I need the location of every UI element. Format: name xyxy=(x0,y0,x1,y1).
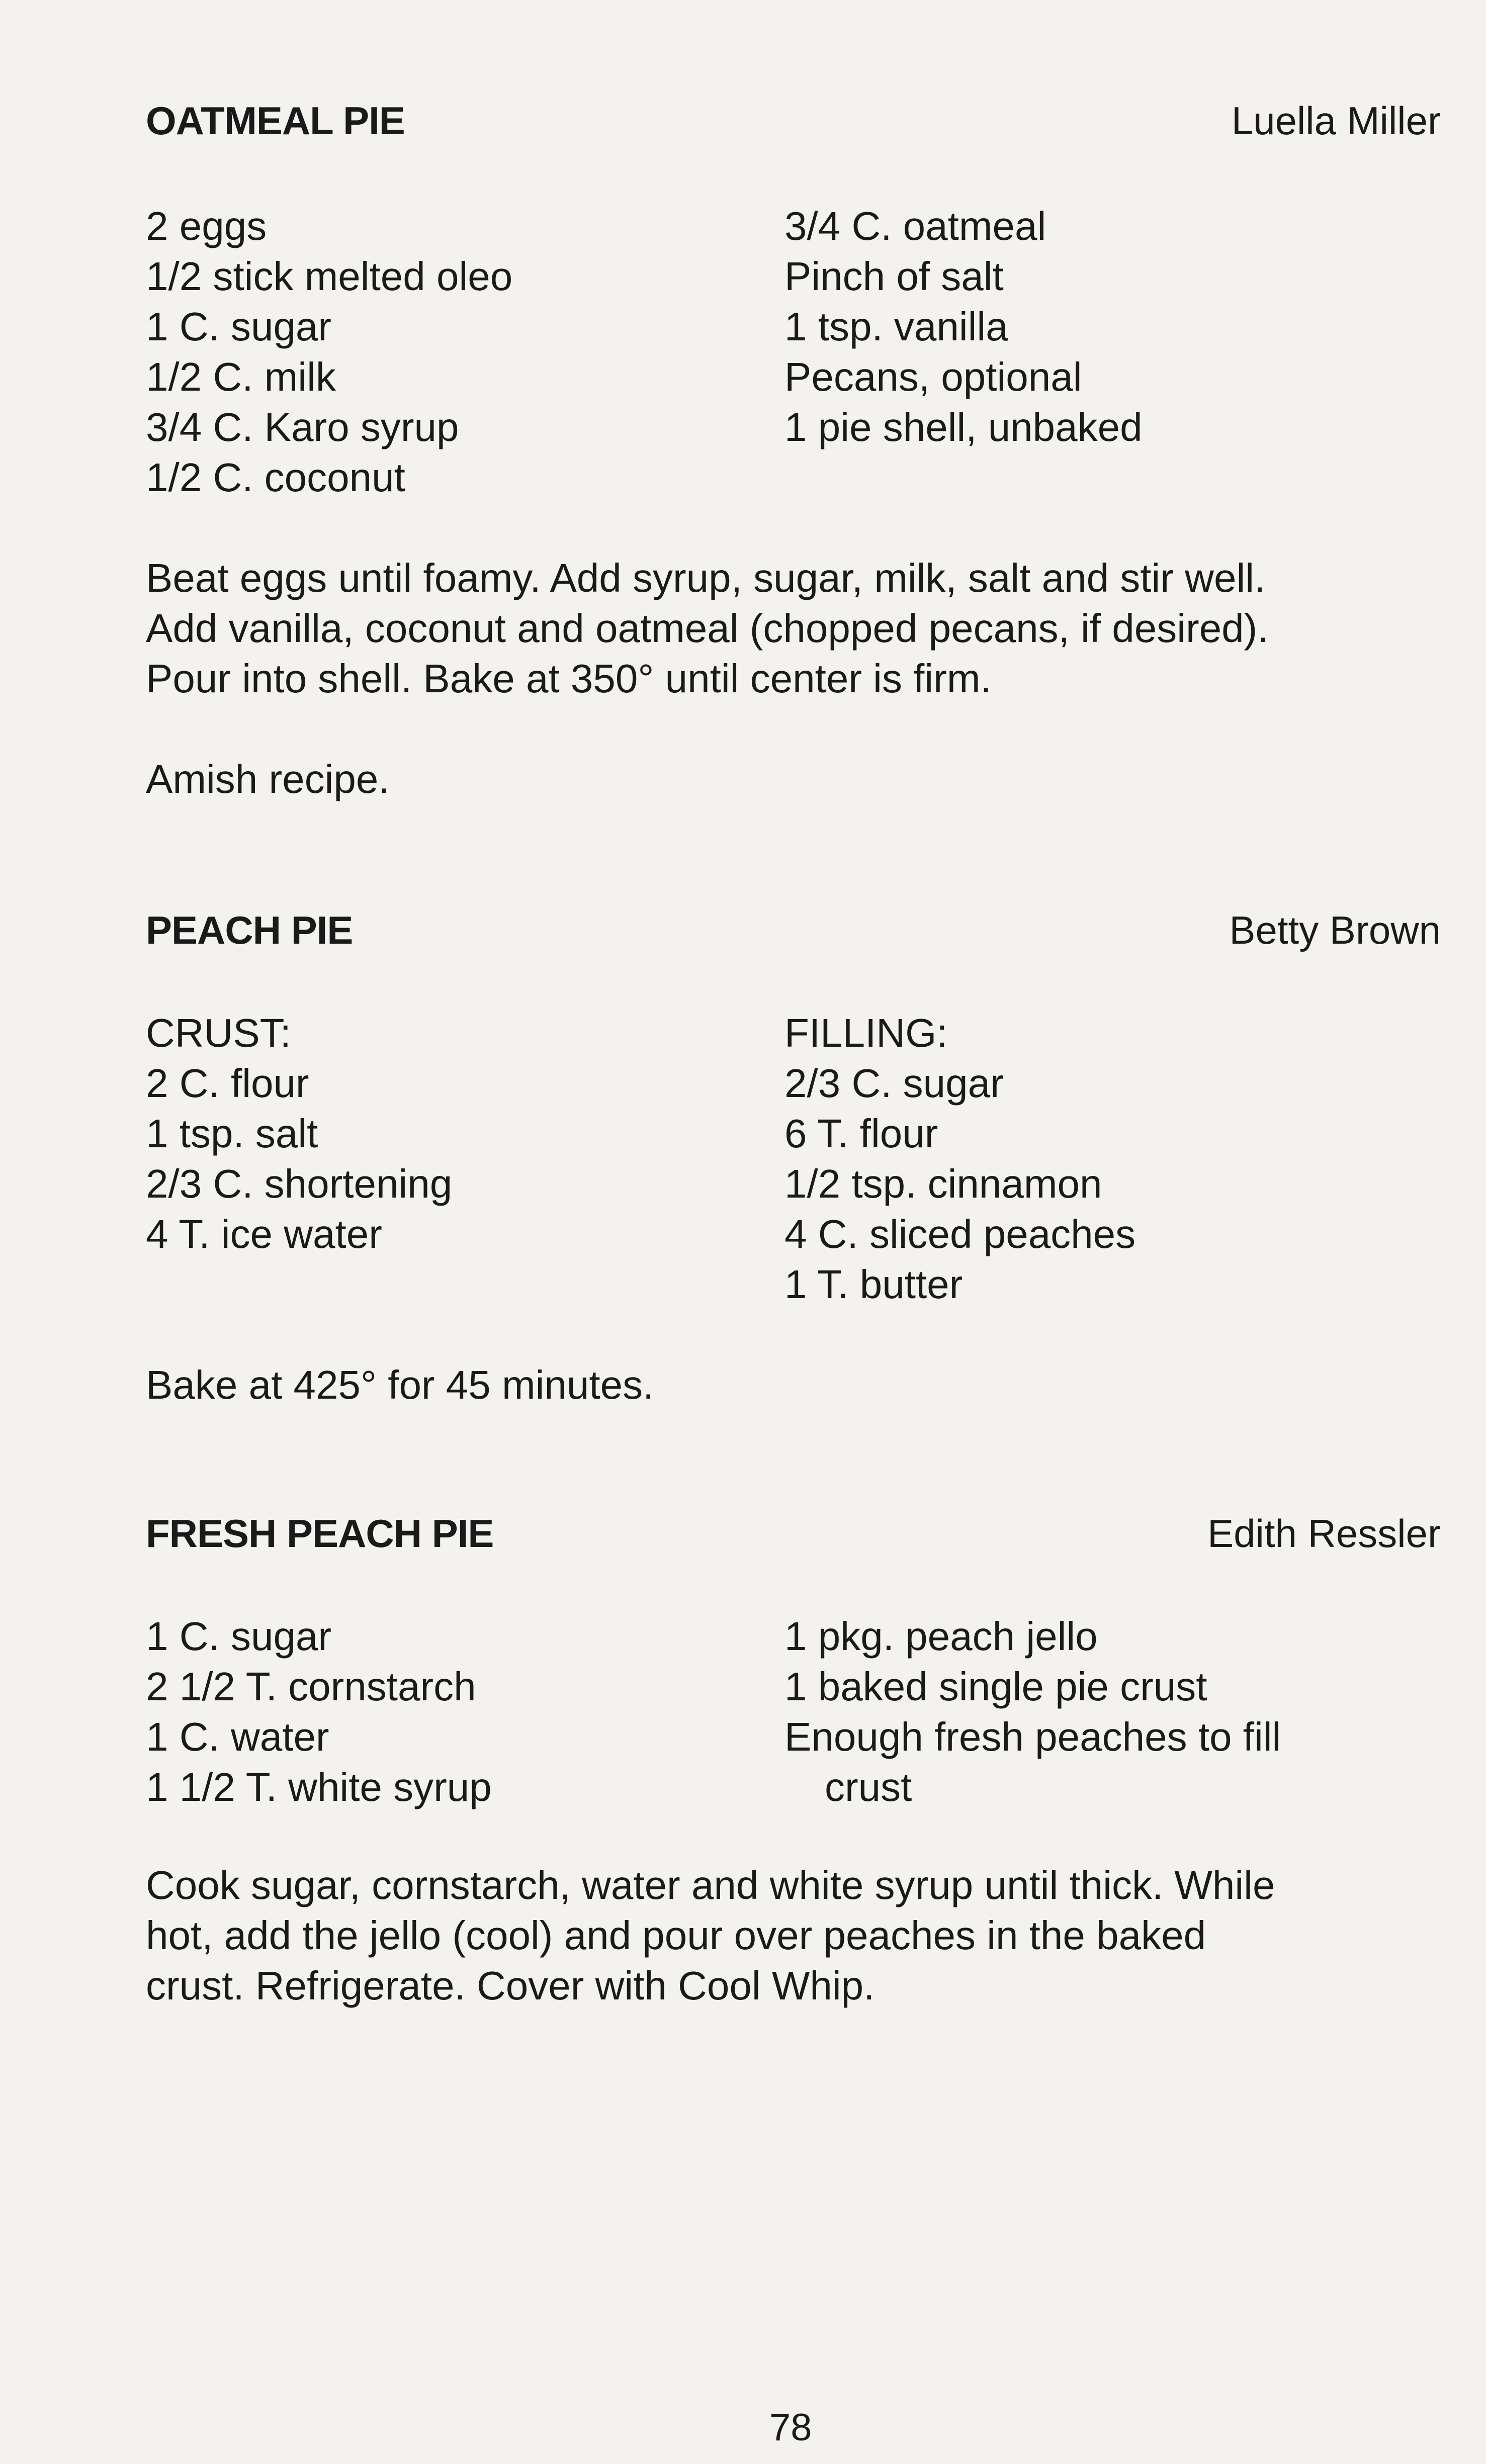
direction-line: Cook sugar, cornstarch, water and white syrup until thick. While xyxy=(146,1863,1275,1907)
ingredient-line: 1/2 C. milk xyxy=(146,354,336,399)
ingredient-line: 6 T. flour xyxy=(784,1111,938,1156)
ingredient-line: 1 baked single pie crust xyxy=(784,1664,1207,1709)
recipe-title-oatmeal-pie: OATMEAL PIE xyxy=(146,99,405,143)
ingredients-right-oatmeal-pie xyxy=(784,201,1143,452)
recipe-title-peach-pie: PEACH PIE xyxy=(146,908,353,952)
ingredient-line: 1 pkg. peach jello xyxy=(784,1614,1098,1659)
recipe-author-oatmeal-pie: Luella Miller xyxy=(1231,99,1441,143)
directions-peach-pie: Bake at 425° for 45 minutes. xyxy=(146,1362,654,1407)
ingredient-line: 3/4 C. Karo syrup xyxy=(146,405,459,449)
recipe-author-fresh-peach-pie: Edith Ressler xyxy=(1207,1511,1441,1556)
direction-line: Add vanilla, coconut and oatmeal (chopped pecans, if desired). xyxy=(146,606,1269,651)
recipe-note-oatmeal-pie: Amish recipe. xyxy=(146,757,390,801)
ingredient-line: 1 C. sugar xyxy=(146,1614,332,1659)
ingredient-line: 2/3 C. sugar xyxy=(784,1061,1004,1106)
ingredients-left-peach-pie xyxy=(146,1008,452,1259)
ingredients-left-fresh-peach-pie xyxy=(146,1611,492,1812)
ingredient-line: 2/3 C. shortening xyxy=(146,1161,453,1206)
ingredient-line: 1/2 stick melted oleo xyxy=(146,254,513,299)
ingredient-line: Enough fresh peaches to fill xyxy=(784,1714,1281,1759)
ingredient-line: 1 C. sugar xyxy=(146,304,332,349)
ingredient-line: CRUST: xyxy=(146,1011,291,1055)
ingredients-left-oatmeal-pie xyxy=(146,201,512,503)
directions-fresh-peach-pie xyxy=(146,1860,1275,2011)
ingredient-line: FILLING: xyxy=(784,1011,948,1055)
direction-line: hot, add the jello (cool) and pour over peaches in the baked xyxy=(146,1913,1206,1958)
ingredient-line: crust xyxy=(825,1765,912,1809)
ingredient-line: Pinch of salt xyxy=(784,254,1004,299)
ingredient-line: 1/2 C. coconut xyxy=(146,455,405,500)
ingredient-line: 1 tsp. vanilla xyxy=(784,304,1008,349)
ingredient-line: 1 pie shell, unbaked xyxy=(784,405,1143,449)
ingredient-line: 1/2 tsp. cinnamon xyxy=(784,1161,1102,1206)
ingredient-line: 1 1/2 T. white syrup xyxy=(146,1765,492,1809)
directions-oatmeal-pie xyxy=(146,553,1269,704)
direction-line: crust. Refrigerate. Cover with Cool Whip. xyxy=(146,1963,875,2008)
ingredient-line: 1 T. butter xyxy=(784,1262,963,1307)
ingredient-line: Pecans, optional xyxy=(784,354,1082,399)
ingredients-right-fresh-peach-pie xyxy=(784,1611,1281,1812)
ingredient-line: 2 eggs xyxy=(146,204,267,248)
ingredient-line: 1 tsp. salt xyxy=(146,1111,318,1156)
direction-line: Pour into shell. Bake at 350° until center is firm. xyxy=(146,656,992,701)
ingredient-line: 2 C. flour xyxy=(146,1061,309,1106)
ingredient-line: 1 C. water xyxy=(146,1714,329,1759)
recipe-title-fresh-peach-pie: FRESH PEACH PIE xyxy=(146,1511,494,1556)
ingredient-line: 4 T. ice water xyxy=(146,1212,382,1256)
page-number: 78 xyxy=(769,2406,812,2449)
recipe-author-peach-pie: Betty Brown xyxy=(1229,908,1441,952)
ingredient-line: 4 C. sliced peaches xyxy=(784,1212,1136,1256)
direction-line: Beat eggs until foamy. Add syrup, sugar, milk, salt and stir well. xyxy=(146,556,1266,600)
ingredient-line: 2 1/2 T. cornstarch xyxy=(146,1664,476,1709)
ingredient-line: 3/4 C. oatmeal xyxy=(784,204,1046,248)
ingredients-right-peach-pie xyxy=(784,1008,1135,1310)
